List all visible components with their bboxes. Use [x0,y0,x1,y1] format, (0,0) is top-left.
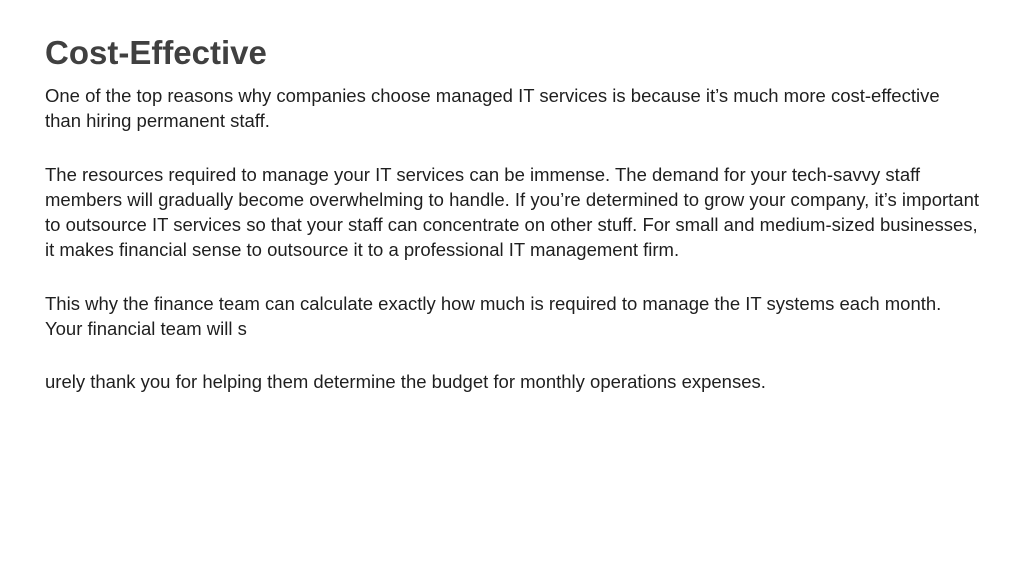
slide-title: Cost-Effective [45,34,267,71]
paragraph-finance-team: This why the finance team can calculate exactly how much is required to manage the IT systems each month. Your financial team will s [45,292,942,340]
paragraph-resources: The resources required to manage your IT services can be immense. The demand for your tech-savvy staff members will gradually become overwhelming to handle. If you’re determined to grow your company, it’s important to outsource IT services so that your staff can concentrate on other stuff. For small and medium-sized businesses, it makes financial sense to outsource it to a professional IT management firm. [45,163,979,261]
slide-content [45,30,980,395]
paragraph-budget: urely thank you for helping them determine the budget for monthly operations expenses. [45,371,766,393]
paragraph-intro: One of the top reasons why companies choose managed IT services is because it’s much more cost-effective than hiring permanent staff. [45,85,940,132]
